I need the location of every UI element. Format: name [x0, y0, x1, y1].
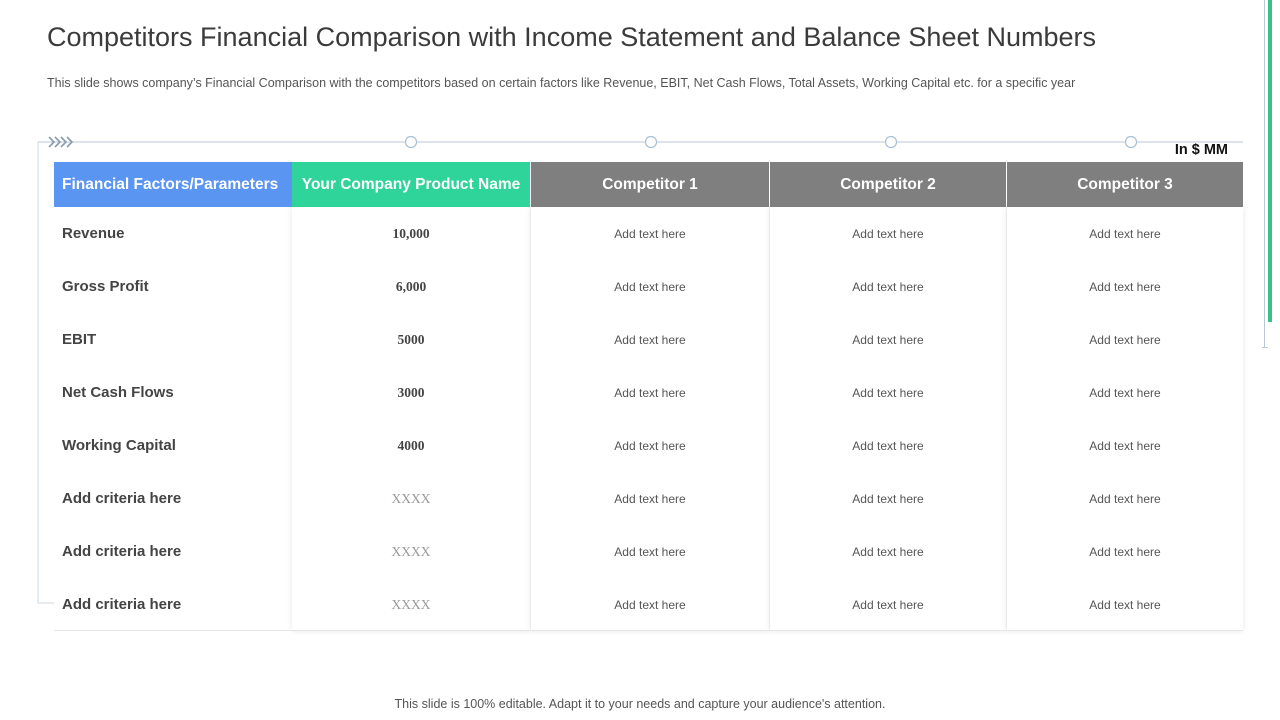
chevrons-icon	[49, 137, 72, 147]
timeline-node-3	[886, 137, 897, 148]
company-value: 10,000	[392, 225, 430, 241]
competitor-2-value: Add text here	[852, 597, 924, 612]
timeline-node-1	[406, 137, 417, 148]
competitor-2-value: Add text here	[852, 438, 924, 453]
competitor-1-value: Add text here	[614, 597, 686, 612]
table-row	[54, 313, 1243, 366]
table-row	[54, 207, 1243, 260]
competitor-1-value: Add text here	[614, 279, 686, 294]
competitor-2-value: Add text here	[852, 491, 924, 506]
company-value: XXXX	[391, 490, 431, 506]
company-value: XXXX	[391, 543, 431, 559]
row-label: Add criteria here	[62, 490, 182, 507]
competitor-1-value: Add text here	[614, 438, 686, 453]
row-label: Add criteria here	[62, 596, 182, 613]
company-value: 4000	[397, 437, 425, 453]
row-label: Add criteria here	[62, 543, 182, 560]
unit-label: In $ MM	[1174, 142, 1228, 158]
row-label: Working Capital	[62, 437, 176, 454]
company-value: XXXX	[391, 596, 431, 612]
competitor-2-value: Add text here	[852, 332, 924, 347]
competitor-3-value: Add text here	[1089, 226, 1161, 241]
side-accent-bar	[1268, 0, 1272, 322]
page-title: Competitors Financial Comparison with Income Statement and Balance Sheet Numbers	[47, 22, 1097, 52]
side-accent-line	[1264, 0, 1265, 348]
header-competitor-1: Competitor 1	[531, 162, 769, 207]
table-row	[54, 578, 1243, 631]
timeline-node-2	[646, 137, 657, 148]
header-company: Your Company Product Name	[292, 162, 530, 207]
competitor-3-value: Add text here	[1089, 332, 1161, 347]
competitor-3-value: Add text here	[1089, 279, 1161, 294]
competitor-1-value: Add text here	[614, 332, 686, 347]
competitor-1-value: Add text here	[614, 491, 686, 506]
table-row	[54, 366, 1243, 419]
competitor-2-value: Add text here	[852, 279, 924, 294]
competitor-1-value: Add text here	[614, 544, 686, 559]
competitor-3-value: Add text here	[1089, 385, 1161, 400]
header-factors: Financial Factors/Parameters	[54, 162, 292, 207]
competitor-3-value: Add text here	[1089, 597, 1161, 612]
timeline-node-4	[1126, 137, 1137, 148]
table-bottom-border	[54, 630, 1243, 631]
table-row	[54, 260, 1243, 313]
competitor-1-value: Add text here	[614, 385, 686, 400]
row-label: Revenue	[62, 225, 125, 242]
row-label: Gross Profit	[62, 278, 149, 295]
table-row	[54, 419, 1243, 472]
competitor-3-value: Add text here	[1089, 544, 1161, 559]
table-row	[54, 525, 1243, 578]
company-value: 3000	[397, 384, 425, 400]
side-accent-tick	[1262, 347, 1268, 348]
table-row	[54, 472, 1243, 525]
competitor-2-value: Add text here	[852, 385, 924, 400]
competitor-2-value: Add text here	[852, 226, 924, 241]
header-competitor-2: Competitor 2	[770, 162, 1006, 207]
row-label: EBIT	[62, 331, 97, 348]
competitor-2-value: Add text here	[852, 544, 924, 559]
header-competitor-3: Competitor 3	[1007, 162, 1243, 207]
company-value: 5000	[397, 331, 425, 347]
row-label: Net Cash Flows	[62, 384, 174, 401]
competitor-3-value: Add text here	[1089, 438, 1161, 453]
competitor-1-value: Add text here	[614, 226, 686, 241]
footer-note: This slide is 100% editable. Adapt it to your needs and capture your audience's attention.	[394, 697, 886, 711]
company-value: 6,000	[395, 278, 427, 294]
competitor-3-value: Add text here	[1089, 491, 1161, 506]
page-subtitle: This slide shows company’s Financial Comparison with the competitors based on certain factors like Revenue, EBIT, Net Cash Flows, Total Assets, Working Capital etc. for a specific year	[47, 76, 1076, 90]
